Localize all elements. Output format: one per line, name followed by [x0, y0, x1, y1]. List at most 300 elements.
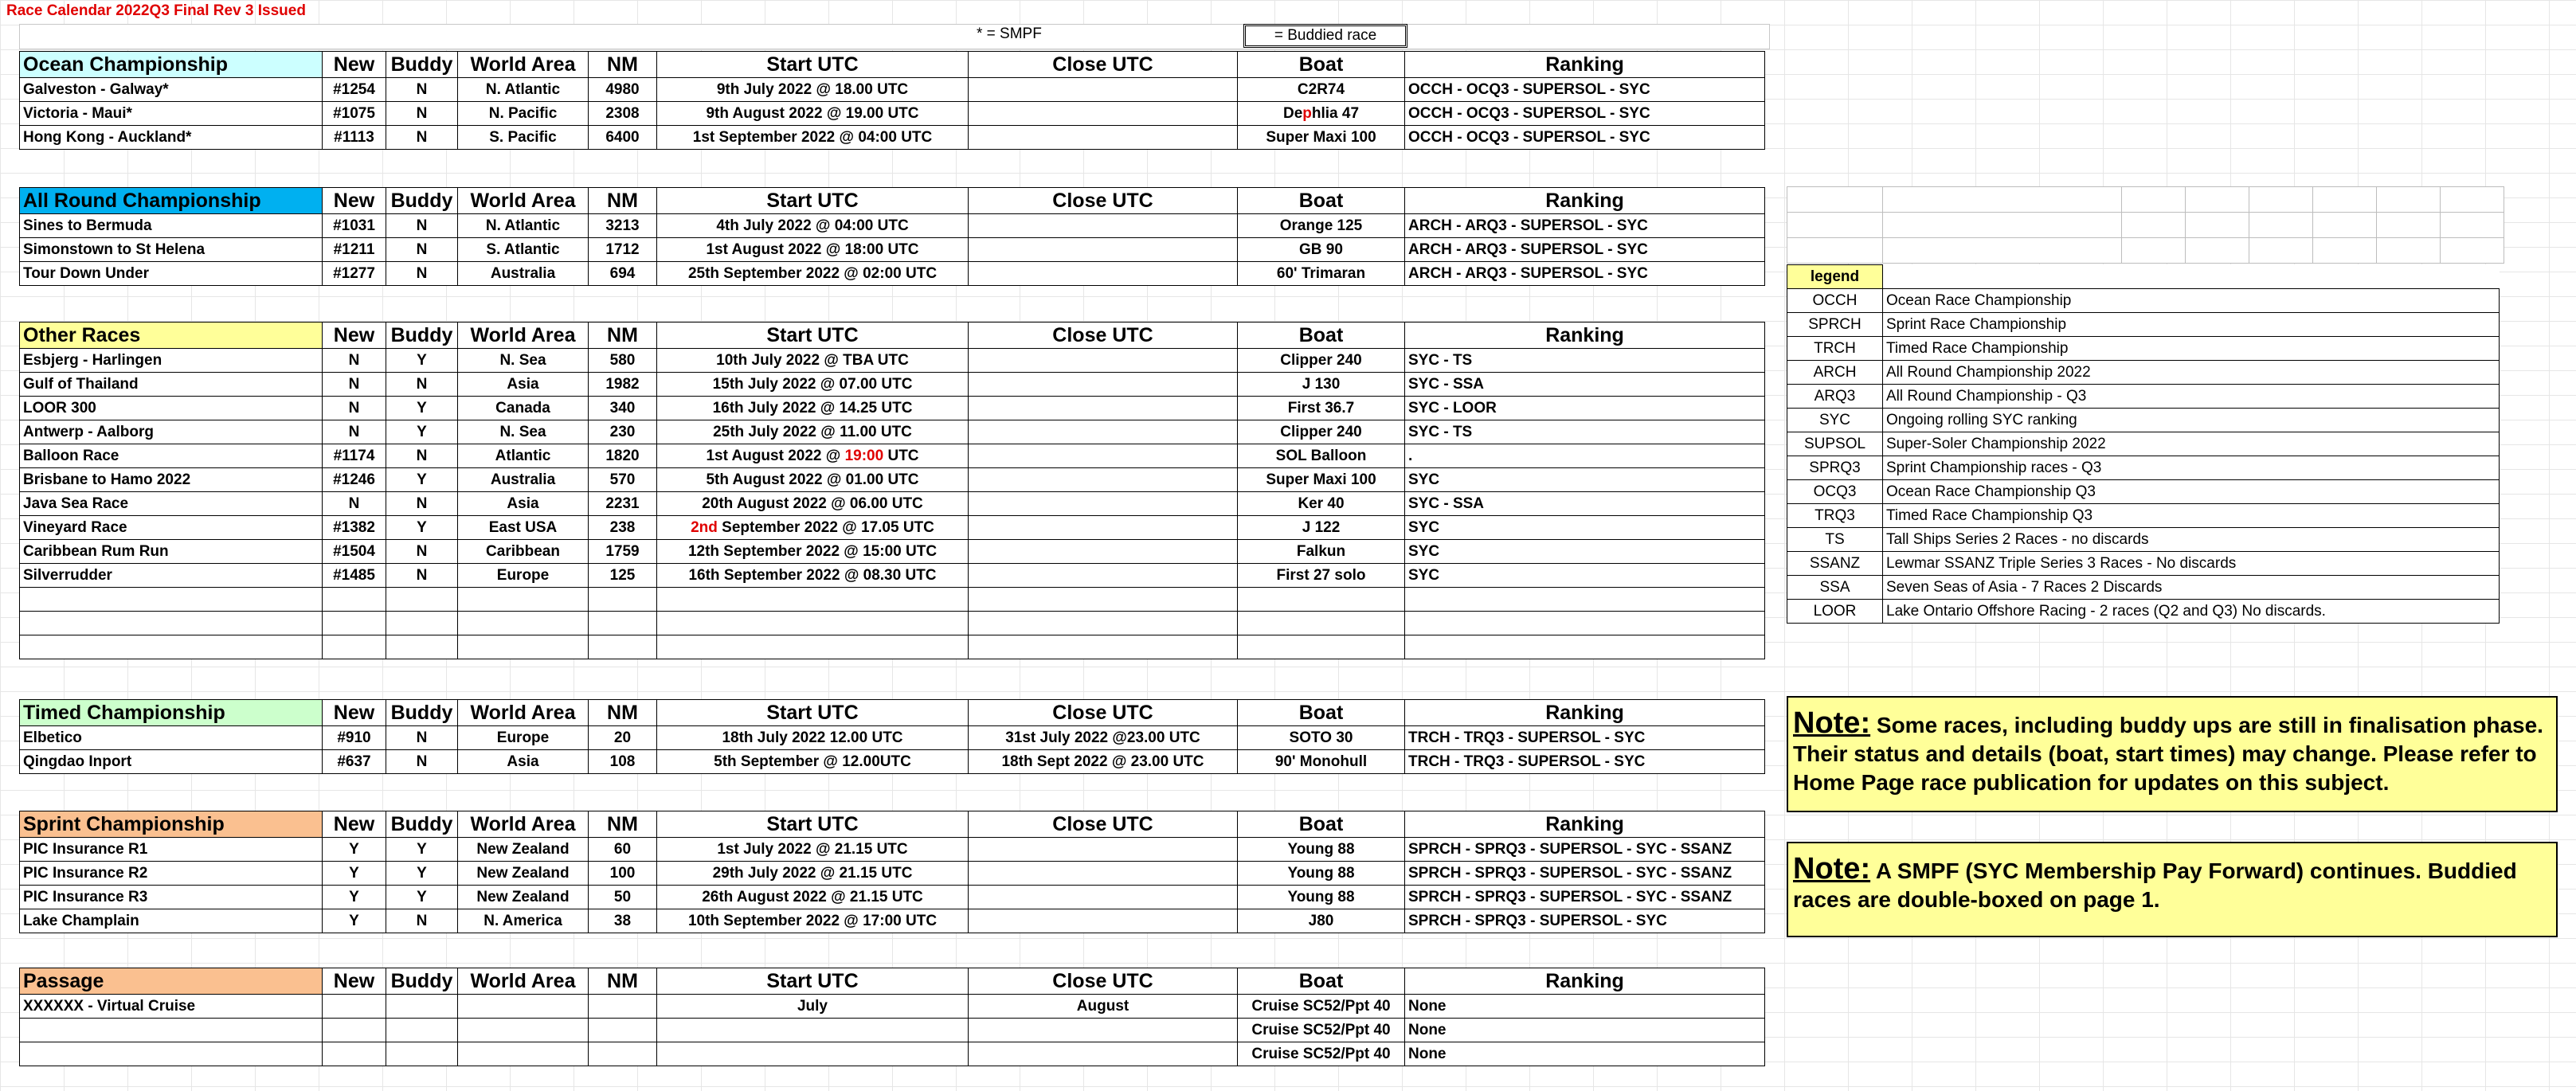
- table-row: [20, 468, 1765, 492]
- table-cell: Galveston - Galway*: [20, 78, 323, 102]
- table-row: [20, 420, 1765, 444]
- table-cell: N: [386, 102, 458, 126]
- table-cell: [657, 1019, 969, 1042]
- table-cell: [589, 995, 657, 1019]
- column-header: NM: [589, 323, 657, 349]
- column-header: Buddy: [386, 188, 458, 214]
- table-cell: OCCH - OCQ3 - SUPERSOL - SYC: [1405, 78, 1765, 102]
- legend-description: Ocean Race Championship: [1883, 289, 2500, 313]
- table-cell: 1st September 2022 @ 04:00 UTC: [657, 126, 969, 150]
- table-cell: 20th August 2022 @ 06.00 UTC: [657, 492, 969, 516]
- table-cell: SPRCH - SPRQ3 - SUPERSOL - SYC - SSANZ: [1405, 838, 1765, 862]
- table-row: [20, 1019, 1765, 1042]
- table-cell: [969, 373, 1238, 397]
- section-title: Timed Championship: [20, 700, 323, 726]
- column-header: Start UTC: [657, 811, 969, 838]
- table-cell: #1211: [323, 238, 386, 262]
- table-cell: 18th Sept 2022 @ 23.00 UTC: [969, 750, 1238, 774]
- column-header: Boat: [1238, 188, 1405, 214]
- table-cell: SOL Balloon: [1238, 444, 1405, 468]
- table-cell: TRCH - TRQ3 - SUPERSOL - SYC: [1405, 750, 1765, 774]
- table-cell: Antwerp - Aalborg: [20, 420, 323, 444]
- table-cell: SPRCH - SPRQ3 - SUPERSOL - SYC - SSANZ: [1405, 862, 1765, 886]
- table-cell: OCCH - OCQ3 - SUPERSOL - SYC: [1405, 126, 1765, 150]
- table-cell: [969, 1042, 1238, 1066]
- column-header: Close UTC: [969, 52, 1238, 78]
- table-cell: [969, 540, 1238, 564]
- table-cell: 38: [589, 909, 657, 933]
- column-header: Boat: [1238, 968, 1405, 995]
- table-row: [20, 78, 1765, 102]
- table-cell: XXXXXX - Virtual Cruise: [20, 995, 323, 1019]
- legend-code: SSANZ: [1787, 552, 1883, 576]
- column-header: Start UTC: [657, 52, 969, 78]
- table-cell: 9th August 2022 @ 19.00 UTC: [657, 102, 969, 126]
- table-cell: 26th August 2022 @ 21.15 UTC: [657, 886, 969, 909]
- table-cell: 9th July 2022 @ 18.00 UTC: [657, 78, 969, 102]
- legend-item: [1787, 528, 2500, 552]
- table-cell: 570: [589, 468, 657, 492]
- legend-code: LOOR: [1787, 600, 1883, 624]
- section-2-table: [19, 322, 1765, 659]
- table-cell: 90' Monohull: [1238, 750, 1405, 774]
- table-row: [20, 102, 1765, 126]
- table-cell: N: [386, 909, 458, 933]
- legend-item: [1787, 313, 2500, 337]
- table-cell: 2308: [589, 102, 657, 126]
- legend-description: Timed Race Championship Q3: [1883, 504, 2500, 528]
- table-cell: [969, 862, 1238, 886]
- table-cell: Tour Down Under: [20, 262, 323, 286]
- table-cell: Cruise SC52/Ppt 40: [1238, 995, 1405, 1019]
- legend-code: TRQ3: [1787, 504, 1883, 528]
- column-header: Buddy: [386, 52, 458, 78]
- legend-code: SYC: [1787, 409, 1883, 432]
- table-cell: 694: [589, 262, 657, 286]
- table-cell: Cruise SC52/Ppt 40: [1238, 1042, 1405, 1066]
- table-cell: 5th August 2022 @ 01.00 UTC: [657, 468, 969, 492]
- table-cell: 4th July 2022 @ 04:00 UTC: [657, 214, 969, 238]
- table-cell: None: [1405, 1042, 1765, 1066]
- column-header: Buddy: [386, 811, 458, 838]
- table-cell: N. Atlantic: [458, 78, 589, 102]
- table-cell: First 36.7: [1238, 397, 1405, 420]
- table-cell: 25th September 2022 @ 02:00 UTC: [657, 262, 969, 286]
- column-header: NM: [589, 700, 657, 726]
- table-cell: East USA: [458, 516, 589, 540]
- table-cell: GB 90: [1238, 238, 1405, 262]
- table-cell: Ker 40: [1238, 492, 1405, 516]
- table-cell: [589, 1019, 657, 1042]
- column-header: World Area: [458, 968, 589, 995]
- section-title: Other Races: [20, 323, 323, 349]
- legend-top-grid: [1787, 186, 2504, 264]
- legend-item: [1787, 480, 2500, 504]
- legend-table: [1787, 264, 2500, 624]
- table-cell: 16th September 2022 @ 08.30 UTC: [657, 564, 969, 588]
- table-cell: N: [323, 492, 386, 516]
- column-header: World Area: [458, 811, 589, 838]
- table-cell: [969, 349, 1238, 373]
- buddied-race-key: = Buddied race: [1243, 24, 1407, 48]
- legend-description: Sprint Championship races - Q3: [1883, 456, 2500, 480]
- column-header: Close UTC: [969, 811, 1238, 838]
- table-cell: 230: [589, 420, 657, 444]
- table-cell: #1246: [323, 468, 386, 492]
- table-cell: N. Sea: [458, 420, 589, 444]
- table-cell: [969, 492, 1238, 516]
- table-cell: 10th July 2022 @ TBA UTC: [657, 349, 969, 373]
- table-cell: LOOR 300: [20, 397, 323, 420]
- table-cell: Falkun: [1238, 540, 1405, 564]
- column-header: Ranking: [1405, 968, 1765, 995]
- table-cell: [969, 1019, 1238, 1042]
- column-header: Boat: [1238, 700, 1405, 726]
- table-cell: [969, 909, 1238, 933]
- column-header: Boat: [1238, 811, 1405, 838]
- note-label: Note:: [1793, 706, 1871, 740]
- column-header: World Area: [458, 323, 589, 349]
- table-cell: Y: [323, 862, 386, 886]
- table-row: [20, 909, 1765, 933]
- column-header: Buddy: [386, 968, 458, 995]
- table-cell: [458, 1042, 589, 1066]
- empty-row: [20, 612, 1765, 635]
- table-cell: Qingdao Inport: [20, 750, 323, 774]
- table-cell: [969, 444, 1238, 468]
- table-cell: 2231: [589, 492, 657, 516]
- smpf-note: * = SMPF: [977, 25, 1042, 42]
- table-cell: 1982: [589, 373, 657, 397]
- table-cell: [386, 1019, 458, 1042]
- table-cell: N: [386, 492, 458, 516]
- table-cell: SPRCH - SPRQ3 - SUPERSOL - SYC: [1405, 909, 1765, 933]
- table-cell: N: [386, 373, 458, 397]
- table-row: [20, 1042, 1765, 1066]
- table-cell: Esbjerg - Harlingen: [20, 349, 323, 373]
- column-header: New: [323, 700, 386, 726]
- column-header: Ranking: [1405, 188, 1765, 214]
- column-header: Close UTC: [969, 968, 1238, 995]
- table-cell: Young 88: [1238, 838, 1405, 862]
- table-cell: #1031: [323, 214, 386, 238]
- table-cell: N. Sea: [458, 349, 589, 373]
- table-cell: N: [323, 397, 386, 420]
- table-cell: Vineyard Race: [20, 516, 323, 540]
- column-header: NM: [589, 968, 657, 995]
- table-cell: Young 88: [1238, 862, 1405, 886]
- table-cell: 580: [589, 349, 657, 373]
- table-cell: N: [386, 214, 458, 238]
- table-cell: Young 88: [1238, 886, 1405, 909]
- table-cell: 1820: [589, 444, 657, 468]
- table-cell: 100: [589, 862, 657, 886]
- note-text: A SMPF (SYC Membership Pay Forward) continues. Buddied races are double-boxed on page 1.: [1793, 858, 2517, 912]
- table-cell: Y: [323, 886, 386, 909]
- legend-description: Sprint Race Championship: [1883, 313, 2500, 337]
- legend-item: [1787, 385, 2500, 409]
- header-strip: [19, 24, 1770, 49]
- table-cell: #1254: [323, 78, 386, 102]
- table-cell: PIC Insurance R1: [20, 838, 323, 862]
- table-cell: [969, 516, 1238, 540]
- column-header: New: [323, 968, 386, 995]
- column-header: Buddy: [386, 323, 458, 349]
- table-cell: 5th September @ 12.00UTC: [657, 750, 969, 774]
- column-header: Close UTC: [969, 700, 1238, 726]
- table-cell: N. America: [458, 909, 589, 933]
- table-cell: J80: [1238, 909, 1405, 933]
- table-cell: [386, 995, 458, 1019]
- table-cell: [386, 1042, 458, 1066]
- legend-description: Lewmar SSANZ Triple Series 3 Races - No discards: [1883, 552, 2500, 576]
- legend-description: Lake Ontario Offshore Racing - 2 races (Q2 and Q3) No discards.: [1883, 600, 2500, 624]
- table-row: [20, 726, 1765, 750]
- table-row: [20, 397, 1765, 420]
- legend-item: [1787, 552, 2500, 576]
- legend-code: ARQ3: [1787, 385, 1883, 409]
- table-cell: Caribbean: [458, 540, 589, 564]
- column-header: Boat: [1238, 323, 1405, 349]
- legend-description: Timed Race Championship: [1883, 337, 2500, 361]
- table-cell: None: [1405, 1019, 1765, 1042]
- table-cell: C2R74: [1238, 78, 1405, 102]
- table-row: [20, 492, 1765, 516]
- table-row: [20, 126, 1765, 150]
- table-cell: Brisbane to Hamo 2022: [20, 468, 323, 492]
- column-header: Close UTC: [969, 188, 1238, 214]
- legend-code: SSA: [1787, 576, 1883, 600]
- note-finalisation: [1787, 696, 2558, 812]
- table-cell: Sines to Bermuda: [20, 214, 323, 238]
- column-header: Start UTC: [657, 968, 969, 995]
- table-cell: #1075: [323, 102, 386, 126]
- legend-item: [1787, 289, 2500, 313]
- column-header: Start UTC: [657, 700, 969, 726]
- legend-description: Seven Seas of Asia - 7 Races 2 Discards: [1883, 576, 2500, 600]
- table-cell: Australia: [458, 262, 589, 286]
- table-cell: Y: [386, 468, 458, 492]
- table-cell: Y: [386, 420, 458, 444]
- table-cell: #1174: [323, 444, 386, 468]
- legend-item: [1787, 576, 2500, 600]
- table-cell: Balloon Race: [20, 444, 323, 468]
- table-cell: 340: [589, 397, 657, 420]
- table-cell: N: [386, 262, 458, 286]
- table-cell: #1277: [323, 262, 386, 286]
- table-cell: [969, 886, 1238, 909]
- table-cell: Orange 125: [1238, 214, 1405, 238]
- table-cell: SYC: [1405, 468, 1765, 492]
- table-cell: 125: [589, 564, 657, 588]
- table-cell: [969, 397, 1238, 420]
- legend-code: TS: [1787, 528, 1883, 552]
- table-cell: Clipper 240: [1238, 349, 1405, 373]
- table-cell: N: [386, 564, 458, 588]
- table-cell: Canada: [458, 397, 589, 420]
- table-cell: [969, 262, 1238, 286]
- table-cell: 1st July 2022 @ 21.15 UTC: [657, 838, 969, 862]
- table-cell: 238: [589, 516, 657, 540]
- legend-description: Ongoing rolling SYC ranking: [1883, 409, 2500, 432]
- table-cell: Victoria - Maui*: [20, 102, 323, 126]
- column-header: Close UTC: [969, 323, 1238, 349]
- table-cell: N. Atlantic: [458, 214, 589, 238]
- table-cell: 108: [589, 750, 657, 774]
- table-cell: [458, 1019, 589, 1042]
- table-cell: N: [386, 750, 458, 774]
- column-header: Buddy: [386, 700, 458, 726]
- table-cell: 6400: [589, 126, 657, 150]
- column-header: Start UTC: [657, 188, 969, 214]
- table-cell: 12th September 2022 @ 15:00 UTC: [657, 540, 969, 564]
- table-cell: 3213: [589, 214, 657, 238]
- table-cell: SYC: [1405, 516, 1765, 540]
- column-header: World Area: [458, 52, 589, 78]
- table-cell: SYC - SSA: [1405, 492, 1765, 516]
- table-cell: SYC - SSA: [1405, 373, 1765, 397]
- column-header: Ranking: [1405, 811, 1765, 838]
- table-cell: New Zealand: [458, 862, 589, 886]
- legend-description: All Round Championship - Q3: [1883, 385, 2500, 409]
- section-title: Ocean Championship: [20, 52, 323, 78]
- table-row: [20, 838, 1765, 862]
- column-header: New: [323, 188, 386, 214]
- table-cell: Y: [386, 838, 458, 862]
- table-cell: #1382: [323, 516, 386, 540]
- column-header: Ranking: [1405, 700, 1765, 726]
- table-cell: 4980: [589, 78, 657, 102]
- table-cell: Super Maxi 100: [1238, 468, 1405, 492]
- table-cell: Y: [386, 862, 458, 886]
- table-cell: Australia: [458, 468, 589, 492]
- table-cell: Hong Kong - Auckland*: [20, 126, 323, 150]
- table-cell: N: [386, 540, 458, 564]
- legend-description: Ocean Race Championship Q3: [1883, 480, 2500, 504]
- legend-item: [1787, 432, 2500, 456]
- table-cell: 1759: [589, 540, 657, 564]
- table-row: [20, 564, 1765, 588]
- legend-item: [1787, 456, 2500, 480]
- table-cell: ARCH - ARQ3 - SUPERSOL - SYC: [1405, 238, 1765, 262]
- table-cell: Y: [386, 397, 458, 420]
- table-cell: None: [1405, 995, 1765, 1019]
- table-cell: ARCH - ARQ3 - SUPERSOL - SYC: [1405, 214, 1765, 238]
- legend-description: All Round Championship 2022: [1883, 361, 2500, 385]
- table-cell: J 130: [1238, 373, 1405, 397]
- legend-description: Tall Ships Series 2 Races - no discards: [1883, 528, 2500, 552]
- table-cell: 29th July 2022 @ 21.15 UTC: [657, 862, 969, 886]
- table-cell: [969, 420, 1238, 444]
- column-header: NM: [589, 811, 657, 838]
- section-title: Passage: [20, 968, 323, 995]
- table-cell: 16th July 2022 @ 14.25 UTC: [657, 397, 969, 420]
- table-cell: Caribbean Rum Run: [20, 540, 323, 564]
- legend-description: Super-Soler Championship 2022: [1883, 432, 2500, 456]
- empty-row: [20, 635, 1765, 659]
- table-cell: N: [386, 126, 458, 150]
- table-cell: N: [323, 420, 386, 444]
- table-cell: PIC Insurance R3: [20, 886, 323, 909]
- table-cell: [323, 1042, 386, 1066]
- table-cell: N: [386, 238, 458, 262]
- table-cell: August: [969, 995, 1238, 1019]
- table-cell: [657, 1042, 969, 1066]
- table-cell: OCCH - OCQ3 - SUPERSOL - SYC: [1405, 102, 1765, 126]
- section-title: All Round Championship: [20, 188, 323, 214]
- table-cell: 60: [589, 838, 657, 862]
- table-cell: Y: [323, 909, 386, 933]
- legend-item: [1787, 504, 2500, 528]
- table-cell: [323, 1019, 386, 1042]
- table-cell: SOTO 30: [1238, 726, 1405, 750]
- table-cell: 1712: [589, 238, 657, 262]
- table-cell: #1504: [323, 540, 386, 564]
- table-cell: SYC - TS: [1405, 420, 1765, 444]
- table-cell: #910: [323, 726, 386, 750]
- legend-item: [1787, 409, 2500, 432]
- table-cell: [20, 1042, 323, 1066]
- legend-item: [1787, 337, 2500, 361]
- table-cell: New Zealand: [458, 838, 589, 862]
- table-cell: New Zealand: [458, 886, 589, 909]
- column-header: Boat: [1238, 52, 1405, 78]
- table-cell: First 27 solo: [1238, 564, 1405, 588]
- table-cell: Y: [323, 838, 386, 862]
- table-row: [20, 238, 1765, 262]
- table-row: [20, 995, 1765, 1019]
- table-cell: 25th July 2022 @ 11.00 UTC: [657, 420, 969, 444]
- table-cell: [969, 838, 1238, 862]
- table-cell: Dephlia 47: [1238, 102, 1405, 126]
- table-row: [20, 886, 1765, 909]
- sheet-title: Race Calendar 2022Q3 Final Rev 3 Issued: [6, 2, 306, 19]
- table-cell: ARCH - ARQ3 - SUPERSOL - SYC: [1405, 262, 1765, 286]
- table-cell: Cruise SC52/Ppt 40: [1238, 1019, 1405, 1042]
- table-row: [20, 349, 1765, 373]
- column-header: NM: [589, 188, 657, 214]
- column-header: World Area: [458, 188, 589, 214]
- table-cell: [969, 214, 1238, 238]
- table-cell: Lake Champlain: [20, 909, 323, 933]
- legend-item: [1787, 600, 2500, 624]
- table-cell: 60' Trimaran: [1238, 262, 1405, 286]
- table-cell: [969, 102, 1238, 126]
- table-cell: N: [386, 444, 458, 468]
- table-cell: #1113: [323, 126, 386, 150]
- table-cell: #637: [323, 750, 386, 774]
- table-row: [20, 862, 1765, 886]
- table-cell: SYC: [1405, 540, 1765, 564]
- table-cell: Silverrudder: [20, 564, 323, 588]
- table-cell: Atlantic: [458, 444, 589, 468]
- table-cell: N: [323, 349, 386, 373]
- table-cell: Y: [386, 886, 458, 909]
- table-cell: [969, 126, 1238, 150]
- table-row: [20, 214, 1765, 238]
- table-cell: J 122: [1238, 516, 1405, 540]
- table-cell: 10th September 2022 @ 17:00 UTC: [657, 909, 969, 933]
- table-row: [20, 373, 1765, 397]
- table-cell: 50: [589, 886, 657, 909]
- legend-item: [1787, 361, 2500, 385]
- table-cell: [969, 238, 1238, 262]
- table-cell: Europe: [458, 726, 589, 750]
- section-title: Sprint Championship: [20, 811, 323, 838]
- table-cell: 20: [589, 726, 657, 750]
- note-smpf: [1787, 842, 2558, 937]
- table-cell: July: [657, 995, 969, 1019]
